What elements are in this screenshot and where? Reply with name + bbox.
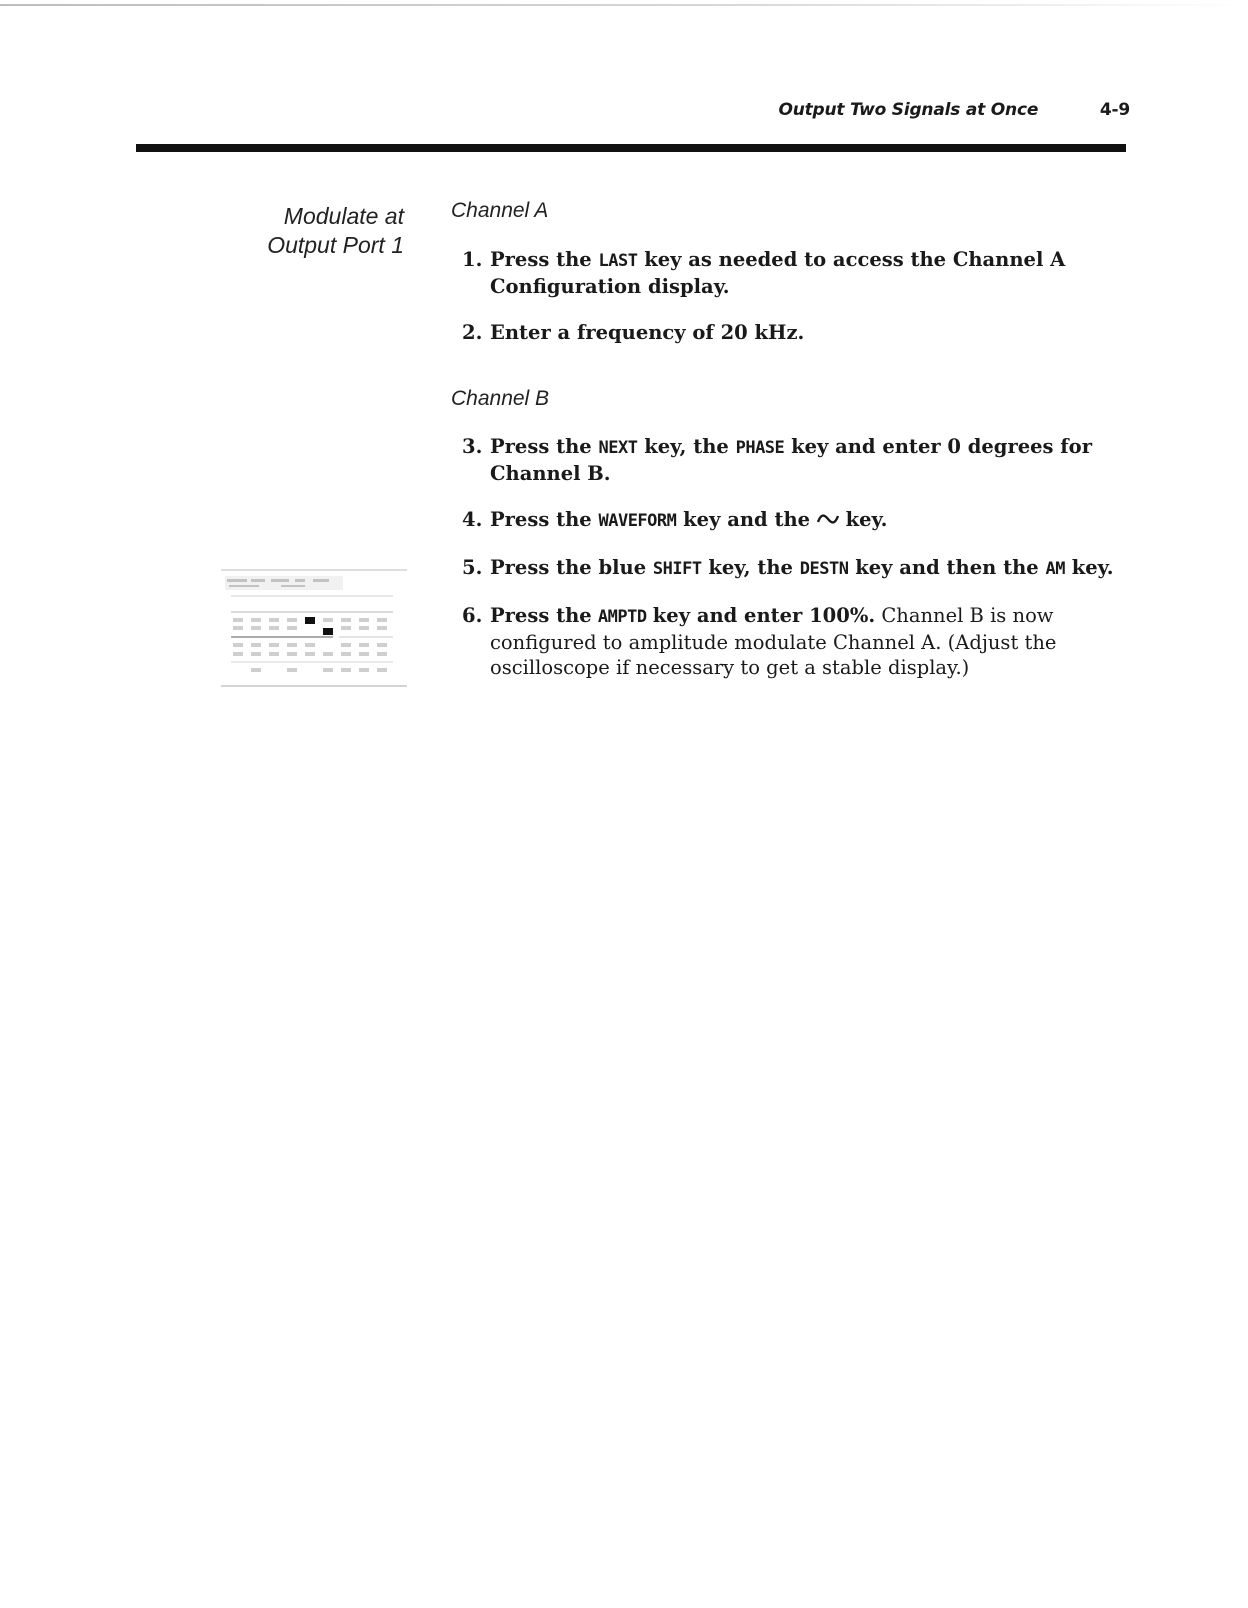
step-text: key and enter 100%.	[652, 604, 876, 627]
running-head	[778, 100, 1130, 120]
key-label-am: AM	[1045, 559, 1065, 579]
key-label-amptd: AMPTD	[597, 607, 647, 627]
channel-b-heading: Channel B	[451, 387, 550, 410]
step-number: 5.	[462, 556, 483, 579]
step-4	[462, 507, 1122, 534]
step-text: Press the blue	[490, 556, 647, 579]
channel-b-steps	[462, 434, 1122, 680]
step-text: Press the	[490, 508, 592, 531]
step-6	[462, 603, 1122, 680]
step-text: key as needed to access the Channel A Configuration display.	[490, 248, 1066, 298]
scan-edge-line	[0, 4, 1248, 6]
step-3	[462, 434, 1122, 486]
step-text: key and the	[683, 508, 811, 531]
page-number: 4-9	[1099, 100, 1130, 120]
step-description: Channel B is now configured to amplitude modulate Channel A. (Adjust the oscilloscope if necessary to get a stable display.)	[490, 604, 1057, 679]
step-1	[462, 247, 1122, 299]
key-label-waveform: WAVEFORM	[598, 511, 677, 531]
header-rule	[136, 144, 1126, 152]
step-number: 2.	[462, 321, 483, 344]
step-5	[462, 555, 1122, 582]
section-title	[174, 202, 404, 260]
step-number: 4.	[462, 508, 483, 531]
key-label-next: NEXT	[598, 438, 638, 458]
section-title-line2: Output Port 1	[267, 232, 404, 258]
step-text: key, the	[644, 435, 729, 458]
step-text: key and enter 0 degrees for Channel B.	[490, 435, 1092, 485]
step-text: key, the	[708, 556, 793, 579]
step-text: key and then the	[855, 556, 1039, 579]
step-2	[462, 320, 1122, 345]
key-label-shift: SHIFT	[652, 559, 702, 579]
step-text: Enter a frequency of 20 kHz.	[490, 321, 805, 344]
key-label-destn: DESTN	[799, 559, 849, 579]
step-text: Press the	[490, 248, 592, 271]
chapter-title: Output Two Signals at Once	[778, 100, 1039, 120]
key-label-phase: PHASE	[735, 438, 785, 458]
channel-a-steps	[462, 247, 1122, 345]
key-label-last: LAST	[598, 251, 638, 271]
step-number: 1.	[462, 248, 483, 271]
step-number: 6.	[462, 604, 483, 627]
step-text: key.	[845, 508, 888, 531]
front-panel-illustration	[221, 568, 407, 690]
step-text: Press the	[490, 604, 592, 627]
section-title-line1: Modulate at	[283, 203, 404, 229]
channel-a-heading: Channel A	[451, 199, 549, 222]
step-text: key.	[1071, 556, 1114, 579]
sine-wave-icon	[817, 508, 839, 531]
step-text: Press the	[490, 435, 592, 458]
step-number: 3.	[462, 435, 483, 458]
